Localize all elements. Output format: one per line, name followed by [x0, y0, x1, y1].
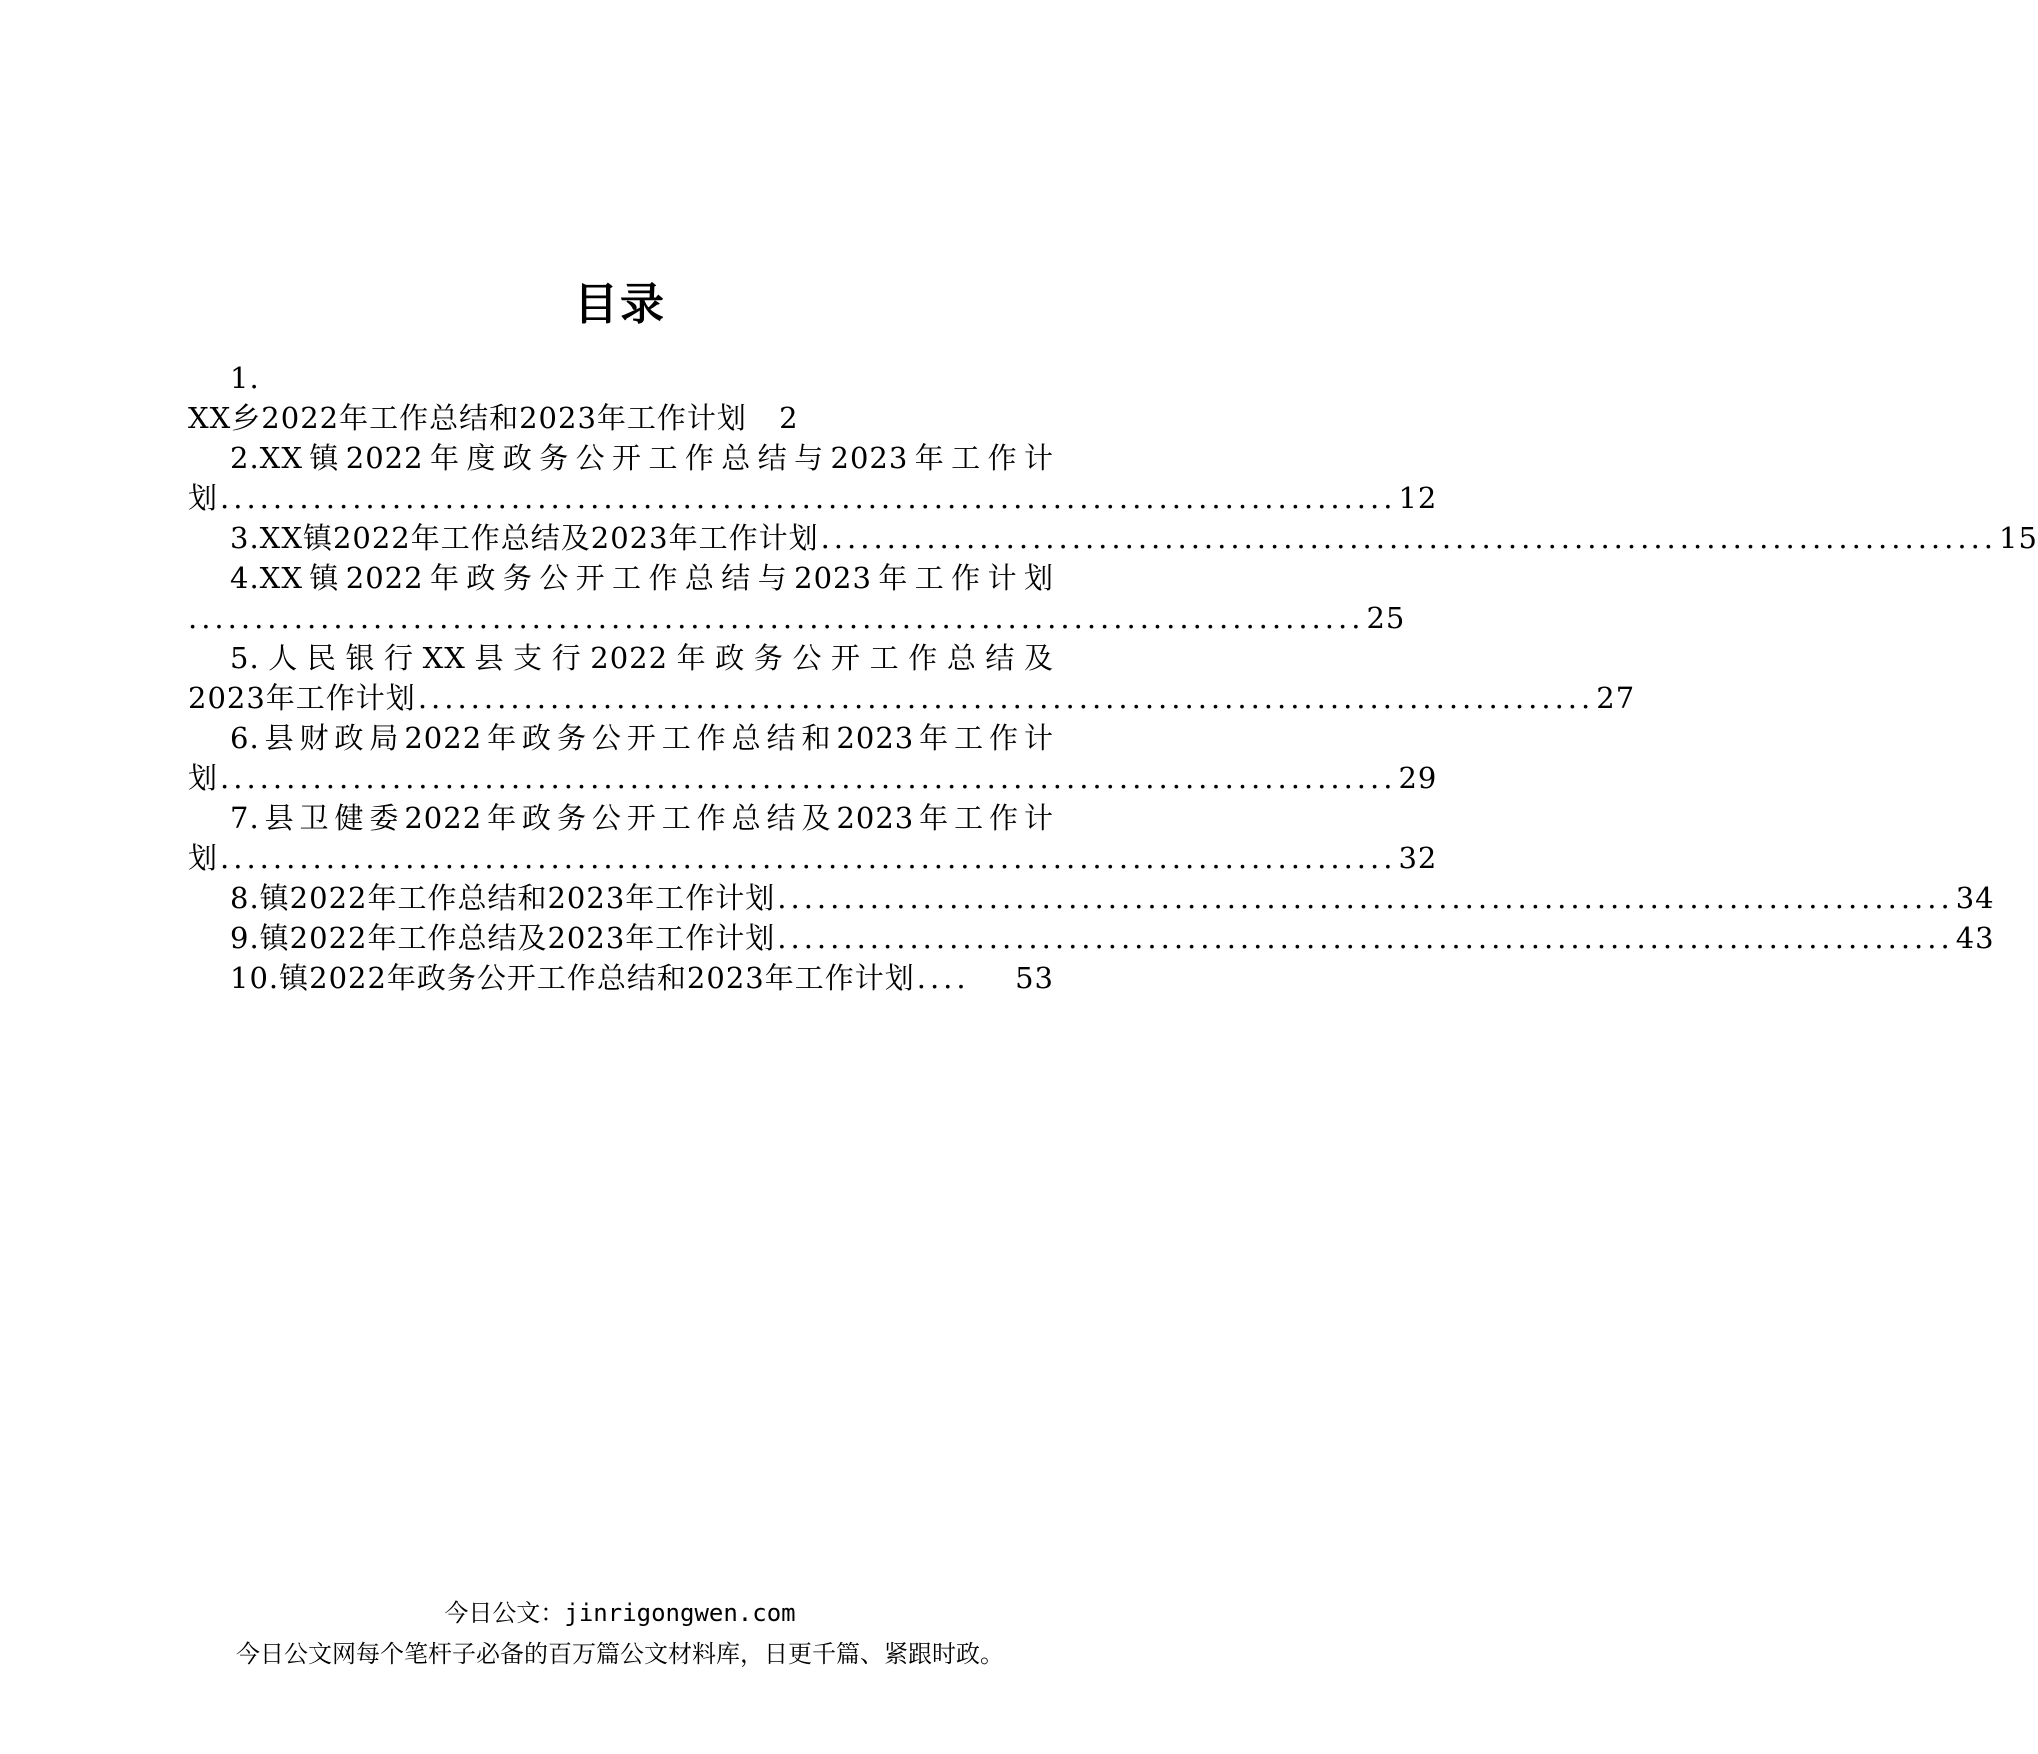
toc-entry-6-leader: ......................................................................................... [220, 761, 1397, 795]
toc-entry-6-title: 6.县财政局2022年政务公开工作总结和2023年工作计 [230, 721, 1054, 755]
toc-entry-5-leader: ......................................................................................... [417, 681, 1595, 715]
toc-entry-2-leader: ......................................................................................... [220, 481, 1397, 515]
toc-entry-5-title-line[interactable] [188, 636, 1054, 680]
footer-slogan: 今日公文网每个笔杆子必备的百万篇公文材料库，日更千篇、紧跟时政。 [236, 1640, 1004, 1668]
toc-entry-7-title: 7.县卫健委2022年政务公开工作总结及2023年工作计 [230, 801, 1054, 835]
toc-entry-10-title: 10.镇2022年政务公开工作总结和2023年工作计划 [230, 961, 915, 995]
toc-entry-8-leader: ......................................................................................... [777, 881, 1954, 915]
toc-entry-5[interactable] [188, 676, 1636, 720]
toc-entry-1[interactable] [188, 396, 1054, 440]
footer-site-link[interactable]: jinrigongwen.com [564, 1599, 796, 1627]
toc-entry-8-page: 34 [1955, 881, 1995, 915]
footer-site [0, 1593, 1240, 1628]
toc-entry-1-page: 2 [779, 401, 799, 435]
toc-entry-10-leader: .... [916, 961, 970, 995]
toc-entry-7[interactable] [188, 836, 1438, 880]
toc-entry-4[interactable] [188, 596, 1406, 640]
toc-entry-5-title: 5.人民银行XX县支行2022年政务公开工作总结及 [230, 641, 1054, 675]
toc-entry-6-title-cont: 划 [188, 761, 219, 795]
toc-entry-9-page: 43 [1955, 921, 1995, 955]
toc-entry-7-title-cont: 划 [188, 841, 219, 875]
toc-entry-9-title: 9.镇2022年工作总结及2023年工作计划 [230, 921, 776, 955]
toc-entry-4-title-line[interactable] [188, 556, 1054, 600]
toc-entry-2-page: 12 [1398, 481, 1438, 515]
toc-entry-10[interactable] [188, 956, 1054, 1000]
toc-entry-6-page: 29 [1398, 761, 1438, 795]
toc-entry-1-number-line [188, 356, 1054, 400]
toc-entry-4-page: 25 [1366, 601, 1406, 635]
toc-entry-4-leader: ......................................................................................... [188, 601, 1365, 635]
toc-entry-7-title-line[interactable] [188, 796, 1054, 840]
page-title: 目录 [574, 279, 666, 330]
toc-entry-3[interactable] [188, 516, 2038, 560]
toc-entry-2-title-line[interactable] [188, 436, 1054, 480]
toc-entry-7-page: 32 [1398, 841, 1438, 875]
toc-entry-3-leader: ......................................................................................... [820, 521, 1998, 555]
toc-entry-3-page: 15 [1999, 521, 2038, 555]
footer-site-label: 今日公文： [444, 1599, 565, 1627]
toc-entry-10-page: 53 [1015, 961, 1054, 995]
toc-entry-9-leader: ......................................................................................... [777, 921, 1954, 955]
toc-entry-4-title: 4.XX镇2022年政务公开工作总结与2023年工作计划 [230, 561, 1054, 595]
toc-entry-2-title-cont: 划 [188, 481, 219, 515]
toc-entry-5-page: 27 [1596, 681, 1636, 715]
toc-entry-9[interactable] [188, 916, 1995, 960]
toc-entry-3-title: 3.XX镇2022年工作总结及2023年工作计划 [230, 521, 819, 555]
toc-entry-1-title: XX乡2022年工作总结和2023年工作计划 [188, 401, 747, 435]
toc-entry-2-title: 2.XX镇2022年度政务公开工作总结与2023年工作计 [230, 441, 1054, 475]
toc-entry-6[interactable] [188, 756, 1438, 800]
toc-entry-8[interactable] [188, 876, 1995, 920]
toc-entry-1-number: 1. [230, 361, 260, 395]
toc-entry-6-title-line[interactable] [188, 716, 1054, 760]
toc-entry-2[interactable] [188, 476, 1438, 520]
toc-entry-7-leader: ......................................................................................... [220, 841, 1397, 875]
toc-entry-5-title-cont: 2023年工作计划 [188, 681, 416, 715]
toc-entry-8-title: 8.镇2022年工作总结和2023年工作计划 [230, 881, 776, 915]
